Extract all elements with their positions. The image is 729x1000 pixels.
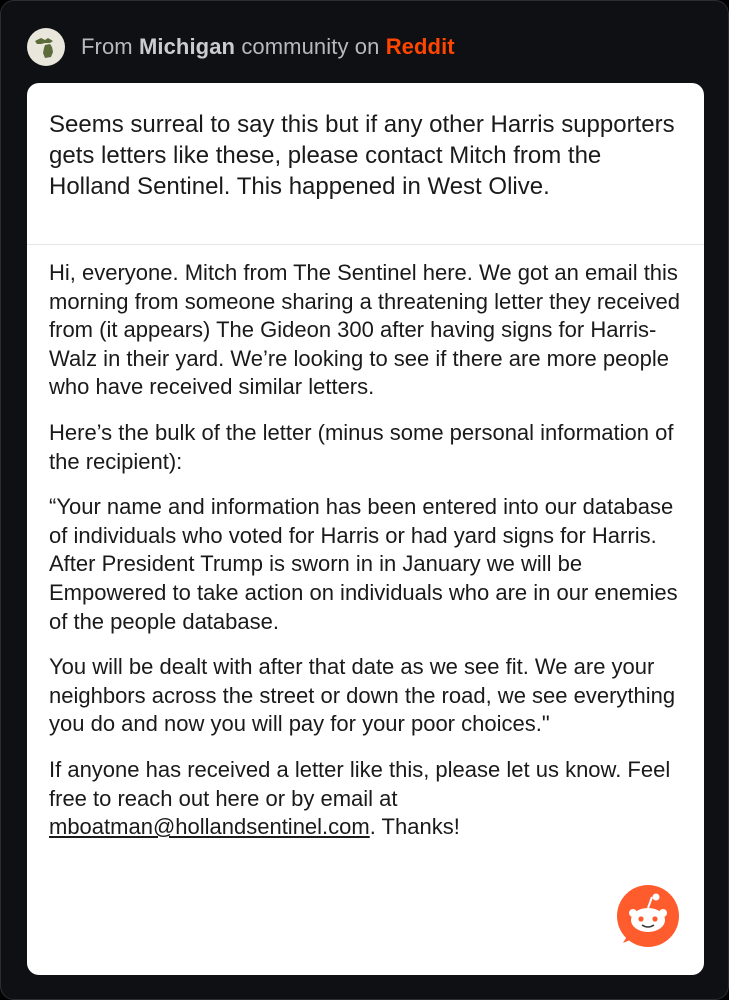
- community-name[interactable]: Michigan: [138, 34, 236, 59]
- header-middle: community on: [241, 34, 380, 59]
- post-paragraph: You will be dealt with after that date as we see fit. We are your neighbors across the street or down the road, we see everything you do and now you will pay for your poor choices.": [49, 654, 676, 737]
- post-paragraph-last: [49, 756, 682, 842]
- post-paragraph: Hi, everyone. Mitch from The Sentinel here. We got an email this morning from someone sharing a threatening letter they received from (it appears) The Gideon 300 after having signs for Harris-Walz in their yard. We’re looking to see if there are more people who have received similar letters.: [49, 260, 681, 400]
- last-paragraph-end: . Thanks!: [369, 814, 460, 840]
- email-link[interactable]: mboatman@hollandsentinel.com: [49, 814, 370, 840]
- post-paragraph: Here’s the bulk of the letter (minus some personal information of the recipient):: [49, 419, 674, 474]
- post-title-block: [27, 83, 704, 245]
- reddit-snoo-icon[interactable]: [615, 883, 681, 949]
- last-paragraph-text: If anyone has received a letter like this, please let us know. Feel free to reach out here or by email at: [49, 756, 671, 811]
- header-source-text: [81, 34, 455, 60]
- michigan-map-icon[interactable]: [27, 28, 65, 66]
- header-prefix: From: [81, 34, 133, 59]
- post-body: [27, 245, 704, 842]
- post-card: [27, 83, 704, 975]
- platform-name[interactable]: Reddit: [385, 34, 455, 59]
- post-title: Seems surreal to say this but if any other Harris supporters gets letters like these, please contact Mitch from the Holland Sentinel. This happened in West Olive.: [49, 111, 675, 200]
- card-header: [27, 27, 455, 67]
- post-paragraph: “Your name and information has been entered into our database of individuals who voted for Harris or had yard signs for Harris. After President Trump is sworn in in January we will be Empowered to take action on individuals who are in our enemies of the people database.: [49, 494, 678, 634]
